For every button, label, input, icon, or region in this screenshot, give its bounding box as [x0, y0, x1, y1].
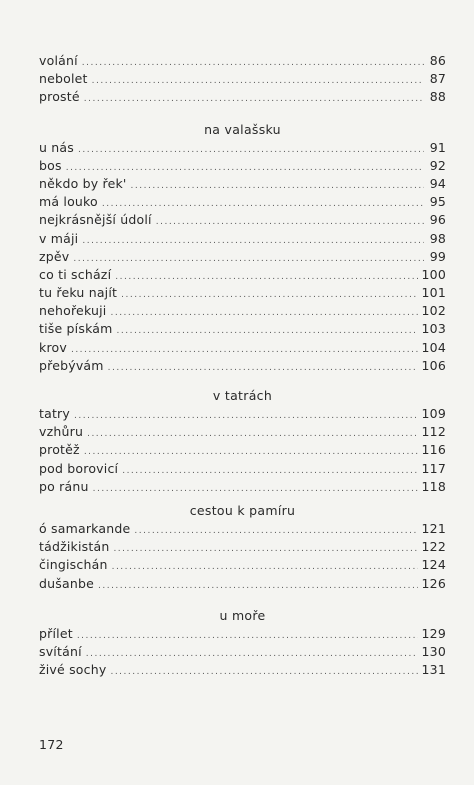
entry-page-number: 98 [429, 230, 446, 246]
entry-title: někdo by řek' [39, 175, 127, 191]
entry-page-number: 92 [429, 157, 446, 173]
toc-entry [39, 193, 446, 211]
entry-page-number: 104 [421, 339, 446, 355]
entry-page-number: 122 [421, 539, 446, 555]
toc-entry [39, 88, 446, 106]
entry-page-number: 129 [421, 625, 446, 641]
entry-title: nehořekuji [39, 303, 107, 319]
dot-leader [93, 480, 418, 498]
entry-page-number: 101 [421, 285, 446, 301]
toc-entry [39, 441, 446, 459]
section-heading: cestou k pamíru [189, 502, 296, 518]
entry-title: nebolet [39, 71, 88, 87]
section-heading: na valašsku [204, 121, 281, 137]
toc-entry [39, 478, 446, 496]
dot-leader [115, 268, 417, 286]
dot-leader [134, 522, 417, 540]
entry-page-number: 102 [421, 303, 446, 319]
toc-entry [39, 423, 446, 441]
entry-title: tádžikistán [39, 539, 110, 555]
toc-section [39, 52, 446, 107]
dot-leader [77, 627, 418, 645]
dot-leader [110, 663, 417, 681]
dot-leader [98, 577, 418, 595]
entry-title: prosté [39, 89, 80, 105]
entry-title: tiše pískám [39, 321, 113, 337]
entry-page-number: 103 [421, 321, 446, 337]
entry-title: po ránu [39, 478, 89, 494]
toc-entry [39, 405, 446, 423]
dot-leader [131, 177, 424, 195]
dot-leader [108, 359, 418, 377]
dot-leader [117, 322, 418, 340]
dot-leader [86, 645, 418, 663]
dot-leader [156, 213, 424, 231]
entry-page-number: 117 [421, 460, 446, 476]
toc-entry [39, 211, 446, 229]
toc-entry [39, 70, 446, 88]
toc-entry [39, 556, 446, 574]
toc-entry [39, 284, 446, 302]
entry-page-number: 116 [421, 442, 446, 458]
entry-page-number: 99 [429, 248, 446, 264]
section-heading: v tatrách [212, 388, 273, 403]
page-number: 172 [39, 737, 64, 752]
entry-page-number: 95 [429, 194, 446, 210]
dot-leader [71, 341, 418, 359]
entry-title: tu řeku najít [39, 285, 118, 301]
entry-title: přebývám [39, 357, 104, 373]
toc-entry [39, 661, 446, 679]
entry-page-number: 88 [429, 89, 446, 105]
dot-leader [73, 250, 424, 268]
entry-page-number: 112 [421, 424, 446, 440]
toc-section [39, 387, 446, 496]
entry-title: tatry [39, 406, 70, 421]
toc-section [39, 121, 446, 375]
entry-title: nejkrásnější údolí [39, 212, 152, 228]
dot-leader [82, 54, 424, 72]
entry-page-number: 94 [429, 175, 446, 191]
table-of-contents [39, 52, 446, 679]
entry-title: krov [39, 339, 67, 355]
entry-title: u nás [39, 139, 74, 155]
dot-leader [82, 232, 424, 250]
dot-leader [110, 304, 417, 322]
entry-title: protěž [39, 442, 80, 458]
toc-entry [39, 625, 446, 643]
entry-page-number: 100 [421, 266, 446, 282]
entry-title: zpěv [39, 248, 70, 264]
toc-section [39, 502, 446, 593]
toc-section [39, 607, 446, 680]
entry-title: čingischán [39, 557, 108, 573]
toc-entry [39, 139, 446, 157]
dot-leader [121, 286, 417, 304]
dot-leader [78, 141, 424, 159]
entry-title: má louko [39, 194, 98, 210]
toc-entry [39, 230, 446, 248]
dot-leader [74, 407, 418, 425]
toc-entry [39, 538, 446, 556]
entry-page-number: 109 [421, 406, 446, 421]
dot-leader [112, 558, 418, 576]
toc-entry [39, 460, 446, 478]
entry-page-number: 131 [421, 662, 446, 678]
entry-title: dušanbe [39, 575, 94, 591]
dot-leader [87, 425, 417, 443]
entry-title: pod borovicí [39, 460, 119, 476]
entry-title: volání [39, 53, 78, 68]
entry-page-number: 130 [421, 643, 446, 659]
dot-leader [84, 90, 424, 108]
dot-leader [122, 462, 417, 480]
entry-page-number: 118 [421, 478, 446, 494]
entry-title: v máji [39, 230, 79, 246]
section-heading: u moře [219, 607, 266, 623]
toc-entry [39, 52, 446, 70]
entry-title: co ti schází [39, 266, 112, 282]
toc-entry [39, 643, 446, 661]
toc-entry [39, 266, 446, 284]
toc-entry [39, 157, 446, 175]
entry-page-number: 106 [421, 357, 446, 373]
dot-leader [113, 540, 417, 558]
entry-page-number: 124 [421, 557, 446, 573]
toc-entry [39, 320, 446, 338]
toc-entry [39, 357, 446, 375]
toc-entry [39, 575, 446, 593]
dot-leader [84, 443, 418, 461]
toc-entry [39, 248, 446, 266]
toc-entry [39, 175, 446, 193]
entry-title: bos [39, 157, 62, 173]
entry-page-number: 86 [429, 53, 446, 68]
entry-title: svítání [39, 643, 82, 659]
entry-title: vzhůru [39, 424, 84, 440]
toc-entry [39, 302, 446, 320]
toc-entry [39, 339, 446, 357]
entry-page-number: 87 [429, 71, 446, 87]
entry-title: přílet [39, 625, 73, 641]
entry-page-number: 121 [421, 520, 446, 536]
entry-page-number: 96 [429, 212, 446, 228]
entry-page-number: 126 [421, 575, 446, 591]
entry-title: ó samarkande [39, 520, 131, 536]
toc-entry [39, 520, 446, 538]
entry-title: živé sochy [39, 662, 107, 678]
dot-leader [92, 72, 424, 90]
entry-page-number: 91 [429, 139, 446, 155]
